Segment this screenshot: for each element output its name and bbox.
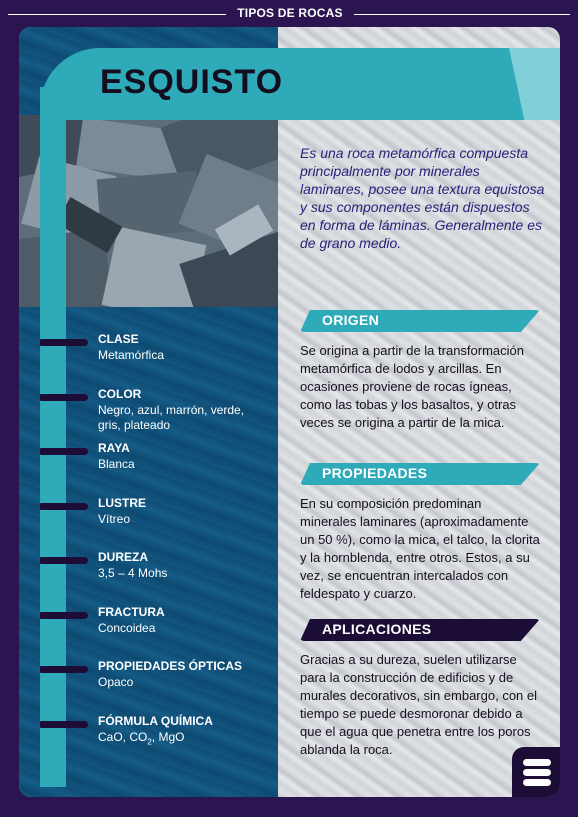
section-title: PROPIEDADES xyxy=(322,465,428,481)
stack-bar xyxy=(523,759,551,766)
property-tab xyxy=(40,448,88,455)
property-value: Blanca xyxy=(98,457,135,471)
header-rule-left xyxy=(8,14,226,15)
property-value: Concoidea xyxy=(98,621,156,635)
property-tab xyxy=(40,339,88,346)
property-value: 3,5 – 4 Mohs xyxy=(98,566,168,580)
section-text: En su composición predominan minerales laminares (aproximadamente un 50 %), como la mica, el talco, la clorita y la hornblenda, entre otros. Estos, a su vez, se encuentran intercalados con feldespato y cuarzo. xyxy=(300,496,540,601)
property-label: PROPIEDADES ÓPTICAS xyxy=(98,659,243,673)
section-text: Se origina a partir de la transformación metamórfica de lodos y arcillas. En ocasiones proviene de rocas ígneas, como las tobas y los basaltos, y otras veces se origina a partir de la mica. xyxy=(300,343,525,430)
property-tab xyxy=(40,557,88,564)
header-rule-right xyxy=(354,14,570,15)
property-label: FÓRMULA QUÍMICA xyxy=(98,714,213,728)
property-tab xyxy=(40,612,88,619)
property-label: LUSTRE xyxy=(98,496,146,510)
section-propiedades xyxy=(300,463,540,603)
stack-menu-icon[interactable] xyxy=(512,747,560,797)
section-title: APLICACIONES xyxy=(322,621,432,637)
property-label: RAYA xyxy=(98,441,130,455)
property-label: FRACTURA xyxy=(98,605,165,619)
property-value: Opaco xyxy=(98,675,134,689)
property-tab xyxy=(40,394,88,401)
title-band-stem xyxy=(40,87,66,787)
section-aplicaciones xyxy=(300,619,540,759)
property-tab xyxy=(40,666,88,673)
formula-subscript: 2 xyxy=(147,737,152,747)
property-value: Negro, azul, marrón, verde, gris, plateado xyxy=(98,403,245,432)
section-header xyxy=(300,310,540,332)
section-origen xyxy=(300,310,540,432)
property-value: Metamórfica xyxy=(98,348,165,362)
property-tab xyxy=(40,503,88,510)
rock-card xyxy=(19,27,560,797)
formula-part: CaO, CO xyxy=(98,730,148,744)
section-header xyxy=(300,463,540,485)
section-title: ORIGEN xyxy=(322,312,380,328)
property-label: DUREZA xyxy=(98,550,148,564)
stack-bar xyxy=(523,769,551,776)
header-title: TIPOS DE ROCAS xyxy=(237,6,343,20)
stack-bar xyxy=(523,779,551,786)
property-value xyxy=(98,730,268,749)
section-text: Gracias a su dureza, suelen utilizarse para la construcción de edificios y de murales decorativos, sin embargo, con el tiempo se puede desmoronar debido a que el agua que penetra entre los poros ablanda la roca. xyxy=(300,652,538,757)
property-label: CLASE xyxy=(98,332,139,346)
property-label: COLOR xyxy=(98,387,142,401)
rock-title: ESQUISTO xyxy=(100,63,284,101)
top-bar xyxy=(0,0,578,28)
formula-part: , MgO xyxy=(151,730,185,744)
rock-description: Es una roca metamórfica compuesta principalmente por minerales laminares, posee una textura equistosa y sus componentes están dispuestos en forma de láminas. Generalmente es de grano medio. xyxy=(300,145,545,251)
property-tab xyxy=(40,721,88,728)
section-header xyxy=(300,619,540,641)
property-value: Vítreo xyxy=(98,512,131,526)
